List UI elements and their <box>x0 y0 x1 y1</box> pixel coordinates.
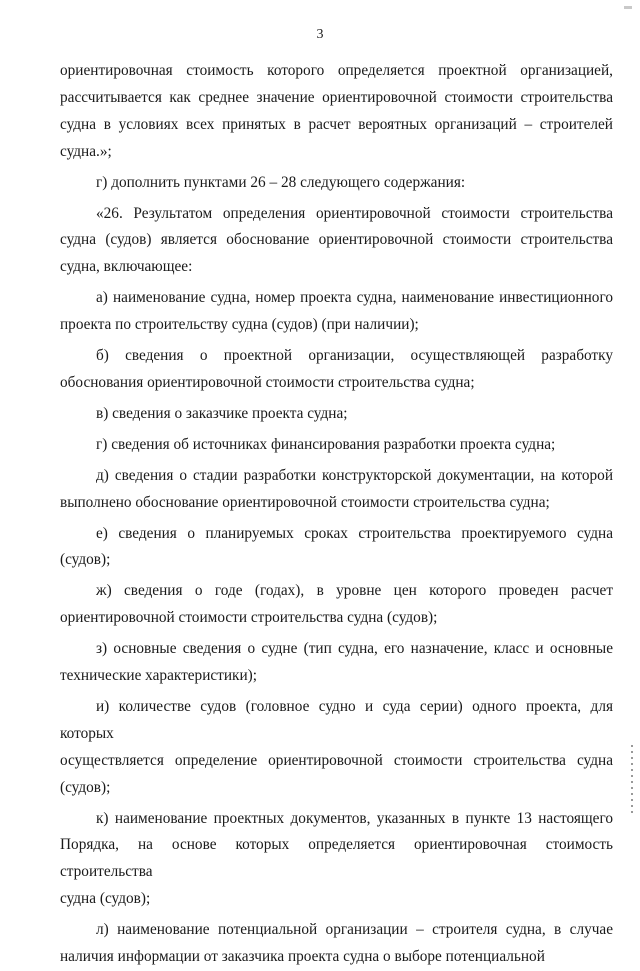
paragraph <box>60 694 613 802</box>
paragraph <box>60 521 613 575</box>
text-line: осуществляется определение ориентировочной стоимости строительства судна <box>60 751 613 769</box>
paragraph <box>60 170 613 197</box>
paragraph <box>60 343 613 397</box>
text-line: л) наименование потенциальной организации – строителя судна, в случае <box>96 921 613 939</box>
text-line: рассчитывается как среднее значение ориентировочной стоимости строительства <box>60 88 613 106</box>
text-line: и) количестве судов (головное судно и суда серии) одного проекта, для которых <box>60 697 613 742</box>
text-line: наличия информации от заказчика проекта судна о выборе потенциальной <box>60 948 545 966</box>
scan-artifact <box>624 6 632 9</box>
text-line: з) основные сведения о судне (тип судна, его назначение, класс и основные <box>96 640 613 658</box>
text-line: (судов); <box>60 551 111 569</box>
text-line: (судов); <box>60 778 111 796</box>
text-line: е) сведения о планируемых сроках строительства проектируемого судна <box>96 524 613 542</box>
text-line: г) сведения об источниках финансирования разработки проекта судна; <box>96 435 556 453</box>
paragraph <box>60 432 613 459</box>
text-line: д) сведения о стадии разработки конструкторской документации, на которой <box>96 466 613 484</box>
document-body <box>60 58 613 971</box>
text-line: технические характеристики); <box>60 667 258 685</box>
text-line: выполнено обоснование ориентировочной стоимости строительства судна; <box>60 493 550 511</box>
paragraph <box>60 636 613 690</box>
text-line: ориентировочная стоимость которого определяется проектной организацией, <box>60 62 613 79</box>
paragraph <box>60 806 613 914</box>
text-line: в) сведения о заказчике проекта судна; <box>96 404 348 422</box>
page-number: 3 <box>316 27 324 42</box>
text-line: Порядка, на основе которых определяется ориентировочная стоимость строительства <box>60 836 613 881</box>
text-line: проекта по строительству судна (судов) (при наличии); <box>60 316 419 334</box>
text-line: судна (судов) является обоснование ориентировочной стоимости строительства <box>60 231 613 249</box>
text-line: судна в условиях всех принятых в расчет вероятных организаций – строителей <box>60 115 613 133</box>
text-line: ж) сведения о годе (годах), в уровне цен которого проведен расчет <box>96 582 613 600</box>
text-line: «26. Результатом определения ориентировочной стоимости строительства <box>96 204 613 222</box>
text-line: судна (судов); <box>60 890 151 908</box>
text-line: судна, включающее: <box>60 258 193 276</box>
text-line: судна.»; <box>60 142 112 160</box>
paragraph <box>60 917 613 971</box>
text-line: а) наименование судна, номер проекта судна, наименование инвестиционного <box>96 289 613 307</box>
scan-margin-artifact <box>631 745 633 815</box>
paragraph <box>60 401 613 428</box>
paragraph <box>60 58 613 166</box>
paragraph <box>60 285 613 339</box>
paragraph <box>60 201 613 282</box>
text-line: б) сведения о проектной организации, осуществляющей разработку <box>96 347 613 365</box>
text-line: ориентировочной стоимости строительства судна (судов); <box>60 609 438 627</box>
text-line: г) дополнить пунктами 26 – 28 следующего содержания: <box>96 173 466 191</box>
paragraph <box>60 578 613 632</box>
text-line: обоснования ориентировочной стоимости строительства судна; <box>60 373 475 391</box>
text-line: к) наименование проектных документов, указанных в пункте 13 настоящего <box>96 809 613 827</box>
paragraph <box>60 463 613 517</box>
